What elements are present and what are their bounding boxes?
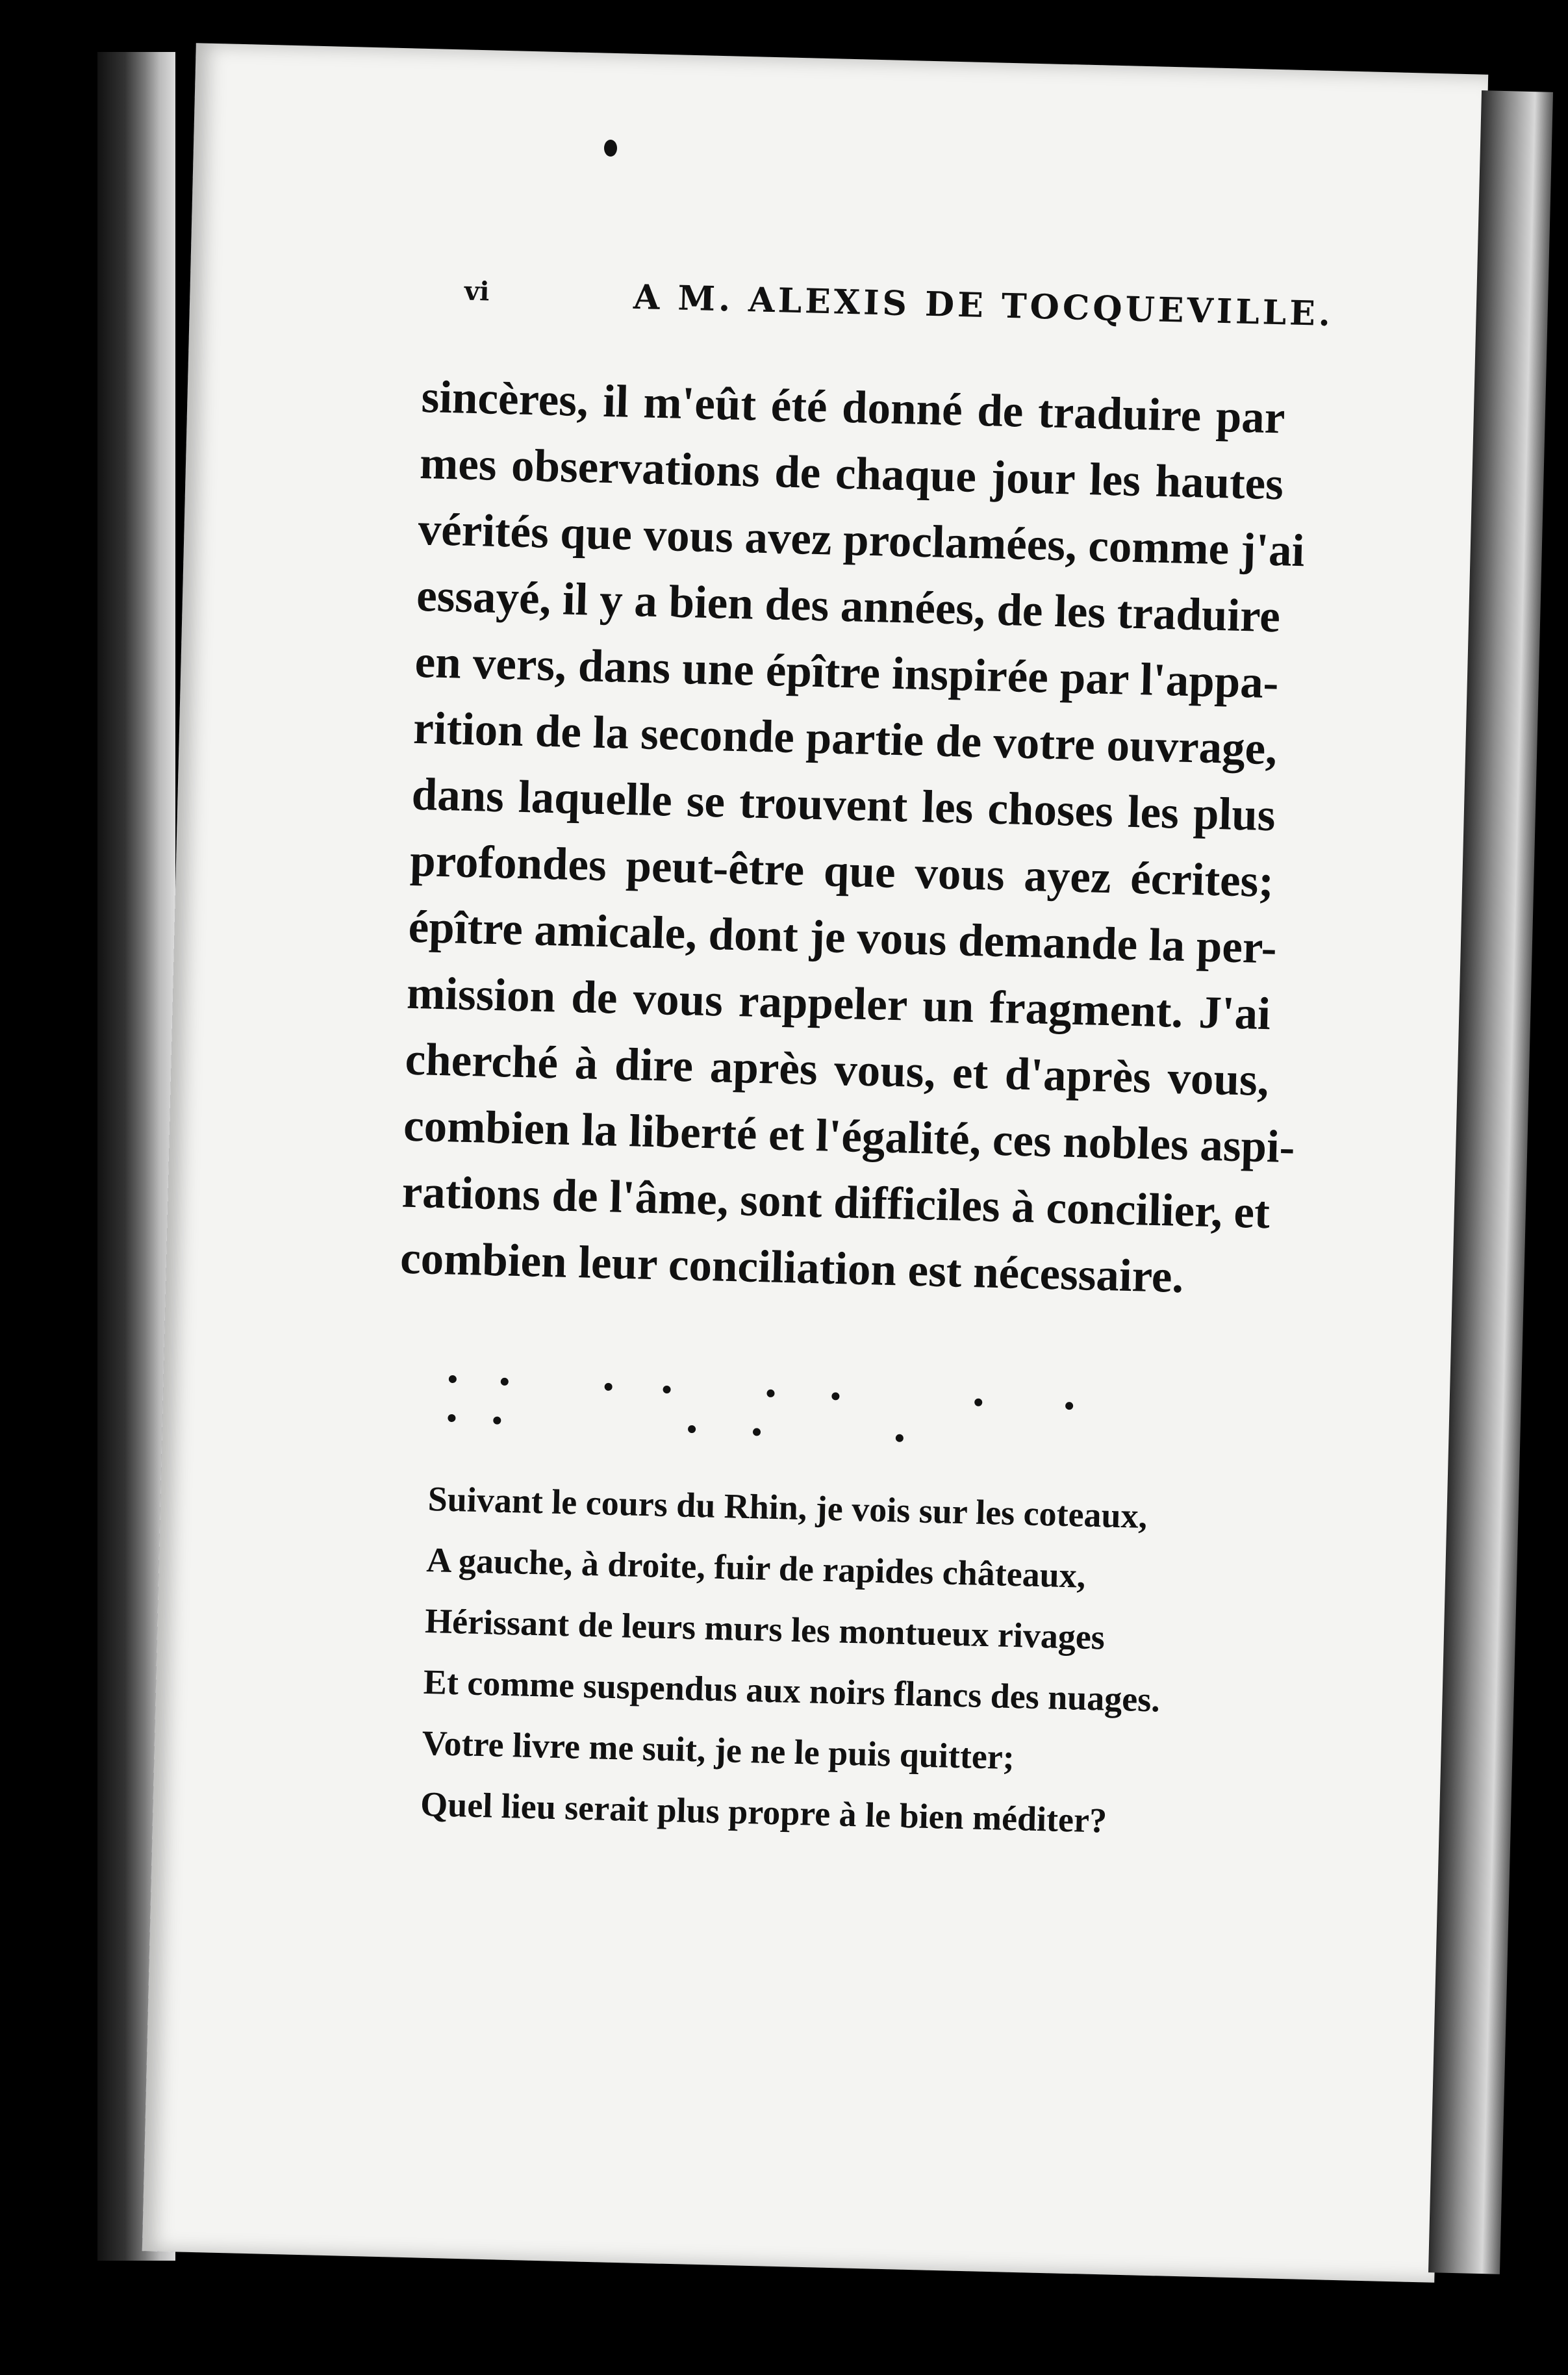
body-line: épître amicale, dont je vous demande la per- <box>407 901 1278 974</box>
body-line: cherché à dire après vous, et d'après vous, <box>404 1034 1270 1106</box>
verse-line: Suivant le cours du Rhin, je vois sur les coteaux, <box>427 1479 1148 1536</box>
verse-line: Et comme suspendus aux noirs flancs des nuages. <box>423 1662 1161 1720</box>
ellipsis-dot <box>831 1392 839 1400</box>
body-line: profondes peut-être que vous ayez écrites; <box>409 835 1274 908</box>
ellipsis-dot <box>448 1414 455 1422</box>
verse-line: Hérissant de leurs murs les montueux rivages <box>424 1601 1106 1657</box>
body-line: mes observations de chaque jour les hautes <box>419 437 1284 510</box>
body-line: en vers, dans une épître inspirée par l'appa- <box>414 636 1280 709</box>
ellipsis-dot <box>605 1383 613 1391</box>
body-line: rations de l'âme, sont difficiles à concilier, et <box>401 1166 1271 1239</box>
ellipsis-dot <box>1065 1402 1073 1410</box>
ellipsis-dot <box>449 1375 457 1383</box>
body-paragraph <box>399 364 1331 1314</box>
ink-spot <box>604 140 617 157</box>
ellipsis-dot <box>663 1386 670 1393</box>
verse-line: A gauche, à droite, fuir de rapides châteaux, <box>425 1540 1087 1595</box>
body-line: combien la liberté et l'égalité, ces nobles aspi- <box>403 1100 1296 1173</box>
body-line: rition de la seconde partie de votre ouvrage, <box>412 702 1278 775</box>
verse-line: Quel lieu serait plus propre à le bien méditer? <box>420 1784 1107 1840</box>
body-line: sincères, il m'eût été donné de traduire par <box>420 371 1286 444</box>
ellipsis-dot <box>493 1417 501 1425</box>
verse-quotation <box>420 1468 1208 1853</box>
verse-line: Votre livre me suit, je ne le puis quitter; <box>421 1723 1015 1777</box>
ellipsis-dot <box>766 1390 774 1397</box>
body-line: vérités que vous avez proclamées, comme j'ai <box>417 503 1306 577</box>
body-line: dans laquelle se trouvent les choses les plus <box>411 768 1276 841</box>
body-line: essayé, il y a bien des années, de les traduire <box>416 570 1281 642</box>
running-head: A M. ALEXIS DE TOCQUEVILLE. <box>633 277 1334 335</box>
ellipsis-dot <box>688 1425 696 1433</box>
ellipsis-dot <box>974 1399 982 1406</box>
ellipsis-dot <box>501 1378 509 1386</box>
page-number: vi <box>464 275 490 307</box>
body-line: combien leur conciliation est nécessaire. <box>399 1232 1185 1303</box>
body-line: mission de vous rappeler un fragment. J'ai <box>406 967 1271 1040</box>
